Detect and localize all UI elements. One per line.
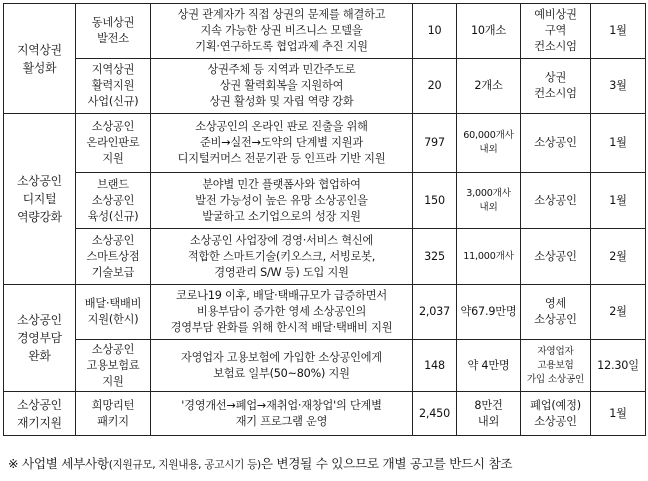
program-budget: 148 (413, 340, 457, 392)
program-month: 12.30일 (591, 340, 646, 392)
program-month: 2월 (591, 229, 646, 285)
table-row (4, 340, 646, 392)
program-scale: 10개소 (457, 4, 521, 59)
program-month: 2월 (591, 285, 646, 340)
footnote (8, 455, 644, 474)
program-budget: 150 (413, 173, 457, 229)
program-name: 소상공인 고용보험료 지원 (76, 340, 151, 392)
program-target: 예비상권 구역 컨소시엄 (521, 4, 591, 59)
table-row (4, 285, 646, 340)
program-scale: 2개소 (457, 59, 521, 114)
program-month: 1월 (591, 114, 646, 173)
group-cell: 지역상권 활성화 (4, 4, 76, 114)
group-cell: 소상공인 디지털 역량강화 (4, 114, 76, 285)
program-name: 동네상권 발전소 (76, 4, 151, 59)
program-target: 자영업자 고용보험 가입 소상공인 (521, 340, 591, 392)
program-description: 코로나19 이후, 배달·택배규모가 급증하면서 비용부담이 증가한 영세 소상공인의 경영부담 완화를 위해 한시적 배달·택배비 지원 (151, 285, 413, 340)
program-description: 상권 관계자가 직접 상권의 문제를 해결하고 지속 가능한 상권 비즈니스 모델을 기획·연구하도록 협업과제 추진 지원 (151, 4, 413, 59)
program-target: 소상공인 (521, 114, 591, 173)
program-scale: 3,000개사 내외 (457, 173, 521, 229)
program-name: 희망리턴 패키지 (76, 392, 151, 436)
program-scale: 약 4만명 (457, 340, 521, 392)
program-month: 3월 (591, 59, 646, 114)
table-row (4, 392, 646, 436)
program-budget: 20 (413, 59, 457, 114)
program-target: 영세 소상공인 (521, 285, 591, 340)
table-row (4, 229, 646, 285)
footnote-prefix: ※ 사업별 세부사항 (8, 456, 109, 471)
group-cell: 소상공인 경영부담 완화 (4, 285, 76, 392)
table-row (4, 114, 646, 173)
program-month: 1월 (591, 4, 646, 59)
program-name: 배달·택배비 지원(한시) (76, 285, 151, 340)
program-name: 소상공인 온라인판로 지원 (76, 114, 151, 173)
program-budget: 2,450 (413, 392, 457, 436)
program-target: 상권 컨소시엄 (521, 59, 591, 114)
program-budget: 2,037 (413, 285, 457, 340)
program-scale: 60,000개사 내외 (457, 114, 521, 173)
group-cell: 소상공인 재기지원 (4, 392, 76, 436)
program-description: 분야별 민간 플랫폼사와 협업하여 발전 가능성이 높은 유망 소상공인을 발굴하고 소기업으로의 성장 지원 (151, 173, 413, 229)
program-scale: 8만건 내외 (457, 392, 521, 436)
program-table (3, 3, 646, 436)
footnote-suffix: 은 변경될 수 있으므로 개별 공고를 반드시 참조 (260, 456, 513, 471)
program-budget: 10 (413, 4, 457, 59)
program-description: '경영개선→폐업→재취업·재창업'의 단계별 재기 프로그램 운영 (151, 392, 413, 436)
program-target: 소상공인 (521, 229, 591, 285)
program-month: 1월 (591, 173, 646, 229)
table-row (4, 173, 646, 229)
program-description: 소상공인의 온라인 판로 진출을 위해 준비→실전→도약의 단계별 지원과 디지털커머스 전문기관 등 인프라 기반 지원 (151, 114, 413, 173)
program-name: 브랜드 소상공인 육성(신규) (76, 173, 151, 229)
program-name: 소상공인 스마트상점 기술보급 (76, 229, 151, 285)
program-name: 지역상권 활력지원 사업(신규) (76, 59, 151, 114)
program-description: 자영업자 고용보험에 가입한 소상공인에게 보험료 일부(50~80%) 지원 (151, 340, 413, 392)
table-row (4, 4, 646, 59)
program-budget: 797 (413, 114, 457, 173)
program-description: 상권주체 등 지역과 민간주도로 상권 활력회복을 지원하여 상권 활성화 및 자립 역량 강화 (151, 59, 413, 114)
program-scale: 11,000개사 (457, 229, 521, 285)
table-row (4, 59, 646, 114)
program-budget: 325 (413, 229, 457, 285)
program-description: 소상공인 사업장에 경영·서비스 혁신에 적합한 스마트기술(키오스크, 서빙로봇, 경영관리 S/W 등) 도입 지원 (151, 229, 413, 285)
footnote-paren: (지원규모, 지원내용, 공고시기 등) (108, 459, 261, 471)
program-month: 1월 (591, 392, 646, 436)
program-target: 소상공인 (521, 173, 591, 229)
program-target: 폐업(예정) 소상공인 (521, 392, 591, 436)
program-scale: 약67.9만명 (457, 285, 521, 340)
